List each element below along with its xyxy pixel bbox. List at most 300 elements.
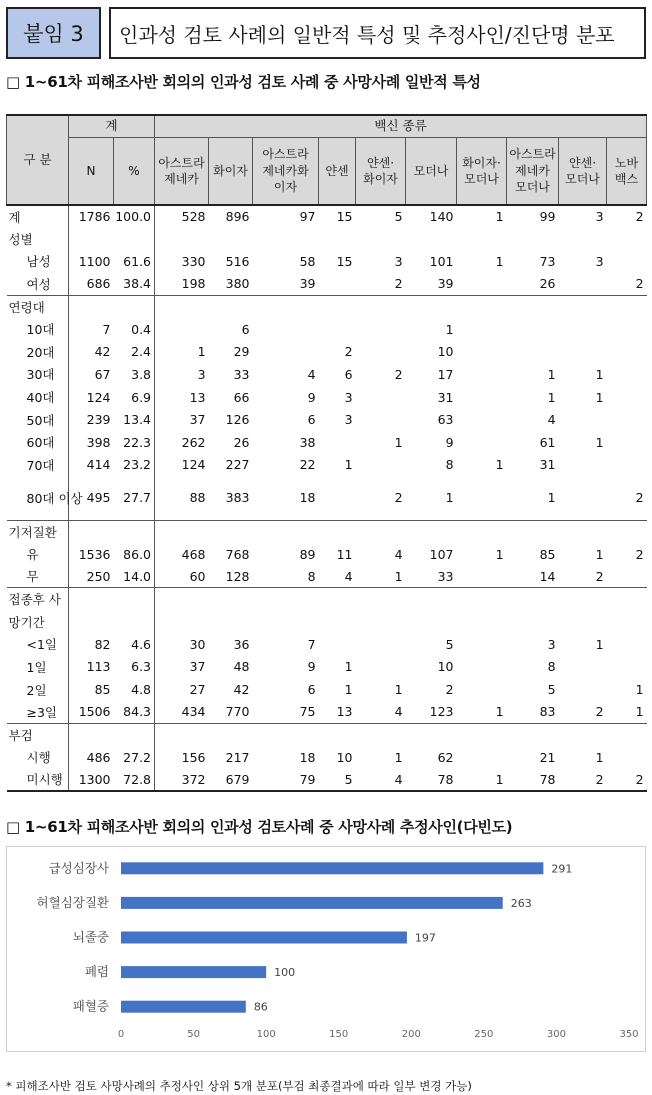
table-cell — [253, 588, 319, 611]
data-label: 100 — [274, 966, 296, 980]
table-cell — [69, 723, 114, 746]
x-tick-label: 0 — [117, 1029, 125, 1040]
table-cell — [319, 520, 356, 543]
table-cell — [457, 431, 507, 454]
table-cell: 2 — [635, 276, 644, 292]
table-cell: 107 — [429, 546, 454, 562]
table-cell: 82 — [94, 636, 111, 652]
table-cell: 6 — [307, 682, 316, 698]
row-label: 계 — [7, 205, 69, 228]
table-cell: 2 — [595, 568, 604, 584]
table-cell: 1 — [595, 434, 604, 450]
table-cell: 33 — [437, 568, 454, 584]
table-cell — [319, 588, 356, 611]
table-cell: 1506 — [78, 704, 111, 720]
subheader-cell: 아스트라 제네카 — [155, 137, 209, 205]
table-cell — [559, 341, 607, 364]
table-cell: 1 — [595, 366, 604, 382]
table-cell: 2 — [394, 366, 403, 382]
bar — [121, 966, 266, 978]
table-cell: 5 — [394, 209, 403, 225]
table-cell: 8 — [307, 568, 316, 584]
table-cell: 434 — [181, 704, 206, 720]
table-cell: 14 — [539, 568, 556, 584]
x-tick-label: 250 — [474, 1029, 494, 1040]
table-cell: 679 — [225, 771, 250, 787]
table-cell — [559, 408, 607, 431]
table-cell: 38.4 — [114, 273, 155, 296]
table-cell — [356, 295, 406, 318]
table-cell: 495 — [86, 490, 111, 506]
table-cell: 1 — [595, 749, 604, 765]
table-cell: 1 — [394, 568, 403, 584]
table-cell: 13.4 — [114, 408, 155, 431]
table-cell: 330 — [181, 253, 206, 269]
row-label: 시행 — [7, 746, 69, 769]
table-cell: 99 — [539, 209, 556, 225]
table-cell: 2 — [445, 682, 454, 698]
table-cell — [607, 454, 647, 477]
table-cell: 66 — [233, 389, 250, 405]
table-cell — [69, 588, 114, 611]
table-cell — [319, 723, 356, 746]
table-cell: 33 — [233, 366, 250, 382]
table-row — [7, 341, 647, 364]
row-label: 남성 — [7, 250, 69, 273]
table-cell: 1536 — [78, 546, 111, 562]
table-cell: 61 — [539, 434, 556, 450]
table-cell: 5 — [547, 682, 556, 698]
table-cell: 79 — [299, 771, 316, 787]
table-cell — [319, 611, 356, 634]
table-cell: 1 — [445, 490, 454, 506]
subheader-cell: 아스트라 제네카화 이자 — [253, 137, 319, 205]
table-cell — [607, 386, 647, 409]
table-cell: 5 — [344, 771, 353, 787]
table-cell — [607, 228, 647, 251]
row-label: 2일 — [7, 678, 69, 701]
table-cell — [559, 611, 607, 634]
table-cell: 128 — [225, 568, 250, 584]
table-cell — [356, 723, 406, 746]
row-label: 미시행 — [7, 769, 69, 792]
table-cell: 3 — [344, 412, 353, 428]
table-cell — [406, 723, 457, 746]
table-cell — [356, 611, 406, 634]
table-cell: 62 — [437, 749, 454, 765]
table-cell: 1 — [495, 253, 504, 269]
table-cell: 380 — [225, 276, 250, 292]
table-cell: 84.3 — [114, 701, 155, 724]
table-cell — [69, 520, 114, 543]
row-label: 20대 — [7, 341, 69, 364]
table-row — [7, 520, 647, 543]
table-cell: 2 — [635, 546, 644, 562]
subheader-cell: 노바 백스 — [607, 137, 647, 205]
table-cell: 38 — [299, 434, 316, 450]
table-cell: 1 — [445, 321, 454, 337]
table-cell: 6.9 — [114, 386, 155, 409]
row-label: <1일 — [7, 633, 69, 656]
subheader-cell: N — [69, 137, 114, 205]
table-cell: 101 — [429, 253, 454, 269]
table-cell: 10 — [336, 749, 353, 765]
table-cell: 42 — [233, 682, 250, 698]
table-cell — [406, 295, 457, 318]
table-cell: 1 — [344, 682, 353, 698]
x-tick-label: 200 — [401, 1029, 421, 1040]
table-cell — [457, 273, 507, 296]
table-cell: 61.6 — [114, 250, 155, 273]
table-cell — [209, 228, 253, 251]
category-label: 급성심장사 — [48, 860, 109, 876]
row-label: 10대 — [7, 318, 69, 341]
table-cell: 1 — [547, 490, 556, 506]
table-cell — [356, 341, 406, 364]
data-label: 291 — [551, 862, 573, 876]
table-cell — [559, 476, 607, 520]
table-row — [7, 476, 647, 520]
table-cell — [319, 228, 356, 251]
table-cell: 36 — [233, 636, 250, 652]
table-cell — [559, 228, 607, 251]
table-cell — [507, 520, 559, 543]
table-cell — [114, 611, 155, 634]
table-cell: 89 — [299, 546, 316, 562]
table-cell — [507, 588, 559, 611]
table-cell: 2 — [635, 771, 644, 787]
table-row — [7, 723, 647, 746]
table-cell: 768 — [225, 546, 250, 562]
table-cell: 123 — [429, 704, 454, 720]
table-row — [7, 701, 647, 724]
table-cell — [457, 656, 507, 679]
table-cell: 42 — [94, 344, 111, 360]
table-cell: 4 — [394, 704, 403, 720]
row-label: 성별 — [7, 228, 69, 251]
table-cell: 21 — [539, 749, 556, 765]
table-cell: 1 — [344, 457, 353, 473]
row-label: 50대 — [7, 408, 69, 431]
x-tick-label: 350 — [619, 1029, 639, 1040]
table-cell: 27.2 — [114, 746, 155, 769]
category-label: 뇌졸중 — [72, 929, 109, 945]
table-cell: 486 — [86, 749, 111, 765]
table-cell: 85 — [94, 682, 111, 698]
table-row — [7, 318, 647, 341]
table-cell: 60 — [189, 568, 206, 584]
table-cell: 4 — [394, 771, 403, 787]
table-cell: 7 — [102, 321, 111, 337]
table-cell — [457, 588, 507, 611]
table-cell: 23.2 — [114, 454, 155, 477]
table-cell: 2 — [635, 209, 644, 225]
characteristics-table — [6, 114, 647, 792]
table-cell — [209, 611, 253, 634]
table-cell — [559, 318, 607, 341]
table-cell — [155, 318, 209, 341]
table-cell: 37 — [189, 659, 206, 675]
row-label: 80대 이상 — [7, 476, 69, 520]
table-cell — [559, 723, 607, 746]
table-cell — [607, 520, 647, 543]
table-cell: 4 — [307, 366, 316, 382]
table-cell: 1 — [344, 659, 353, 675]
subheader-cell: % — [114, 137, 155, 205]
table-cell: 1 — [495, 704, 504, 720]
table-cell: 39 — [437, 276, 454, 292]
table-cell — [457, 476, 507, 520]
subheader-cell: 화이자· 모더나 — [457, 137, 507, 205]
table-cell: 4 — [344, 568, 353, 584]
table-cell — [607, 611, 647, 634]
table-cell: 27.7 — [114, 476, 155, 520]
table-cell — [209, 520, 253, 543]
table-cell: 4.6 — [114, 633, 155, 656]
table-cell — [155, 611, 209, 634]
row-label: 60대 — [7, 431, 69, 454]
subheader-cell: 얀센· 모더나 — [559, 137, 607, 205]
table-cell: 1 — [495, 457, 504, 473]
table-cell — [155, 228, 209, 251]
table-cell — [457, 565, 507, 588]
header-total: 계 — [69, 115, 155, 137]
table-cell — [114, 723, 155, 746]
table-cell — [559, 678, 607, 701]
table-cell: 31 — [539, 457, 556, 473]
table-cell — [507, 341, 559, 364]
table-cell — [457, 520, 507, 543]
table-cell: 86.0 — [114, 543, 155, 566]
table-cell: 7 — [307, 636, 316, 652]
table-cell — [356, 408, 406, 431]
bar — [121, 897, 503, 909]
table-cell: 8 — [445, 457, 454, 473]
table-cell — [356, 228, 406, 251]
table-cell: 1 — [635, 682, 644, 698]
table-cell — [319, 295, 356, 318]
table-cell — [356, 454, 406, 477]
table-cell: 8 — [547, 659, 556, 675]
table-cell: 3 — [197, 366, 206, 382]
table-cell: 2 — [344, 344, 353, 360]
table-cell: 78 — [437, 771, 454, 787]
row-label: 접종후 사 — [7, 588, 69, 611]
table-cell: 528 — [181, 209, 206, 225]
attachment-tag: 붙임 3 — [6, 7, 101, 59]
table-cell: 1300 — [78, 771, 111, 787]
table-cell — [559, 520, 607, 543]
table-cell — [155, 723, 209, 746]
table-cell — [253, 318, 319, 341]
bar — [121, 1001, 246, 1013]
table-cell: 1 — [595, 636, 604, 652]
table-cell: 39 — [299, 276, 316, 292]
table-cell: 30 — [189, 636, 206, 652]
table-cell: 6 — [307, 412, 316, 428]
row-label: 30대 — [7, 363, 69, 386]
table-cell: 3 — [595, 253, 604, 269]
table-cell — [356, 386, 406, 409]
table-cell — [607, 363, 647, 386]
table-row — [7, 431, 647, 454]
table-row — [7, 408, 647, 431]
table-cell: 124 — [181, 457, 206, 473]
table-cell — [114, 295, 155, 318]
table-cell: 1786 — [78, 209, 111, 225]
table-cell: 67 — [94, 366, 111, 382]
table-cell: 113 — [86, 659, 111, 675]
row-label: 유 — [7, 543, 69, 566]
data-label: 197 — [414, 931, 436, 945]
table-cell: 9 — [445, 434, 454, 450]
table-cell: 6.3 — [114, 656, 155, 679]
table-cell: 2 — [595, 771, 604, 787]
table-cell: 1 — [547, 366, 556, 382]
table-cell: 9 — [307, 659, 316, 675]
table-cell: 22 — [299, 457, 316, 473]
table-cell — [457, 723, 507, 746]
row-label: 40대 — [7, 386, 69, 409]
table-cell — [607, 565, 647, 588]
table-cell: 4 — [547, 412, 556, 428]
table-cell — [507, 723, 559, 746]
table-row — [7, 746, 647, 769]
table-cell — [507, 318, 559, 341]
category-label: 패혈증 — [72, 998, 109, 1014]
table-cell — [356, 318, 406, 341]
table-cell — [457, 228, 507, 251]
table-row — [7, 273, 647, 296]
table-cell: 4.8 — [114, 678, 155, 701]
table-cell — [356, 588, 406, 611]
table-cell — [607, 318, 647, 341]
table-cell — [253, 341, 319, 364]
table-cell — [69, 295, 114, 318]
table-row — [7, 769, 647, 792]
header-category: 구 분 — [7, 115, 69, 205]
table-cell — [457, 341, 507, 364]
table-cell: 29 — [233, 344, 250, 360]
row-label: ≥3일 — [7, 701, 69, 724]
table-cell — [607, 746, 647, 769]
table-cell: 3 — [595, 209, 604, 225]
table-cell — [319, 633, 356, 656]
table-row — [7, 633, 647, 656]
table-cell — [457, 678, 507, 701]
table-cell — [457, 611, 507, 634]
table-cell — [406, 611, 457, 634]
table-cell — [457, 408, 507, 431]
table-cell — [607, 431, 647, 454]
table-row — [7, 454, 647, 477]
table-cell — [607, 341, 647, 364]
table-cell: 1 — [595, 389, 604, 405]
table-cell: 26 — [233, 434, 250, 450]
table-cell: 1 — [394, 749, 403, 765]
section-title-causes: □ 1~61차 피해조사반 회의의 인과성 검토사례 중 사망사례 추정사인(다빈도) — [6, 818, 513, 836]
table-cell — [559, 454, 607, 477]
table-row — [7, 588, 647, 611]
table-cell: 15 — [336, 253, 353, 269]
table-cell: 770 — [225, 704, 250, 720]
table-cell: 1 — [394, 434, 403, 450]
table-cell: 14.0 — [114, 565, 155, 588]
table-cell — [607, 723, 647, 746]
table-row — [7, 386, 647, 409]
row-label: 1일 — [7, 656, 69, 679]
table-cell — [457, 295, 507, 318]
table-cell — [457, 633, 507, 656]
table-cell: 27 — [189, 682, 206, 698]
table-cell: 372 — [181, 771, 206, 787]
table-cell: 140 — [429, 209, 454, 225]
row-label: 여성 — [7, 273, 69, 296]
page-title: 인과성 검토 사례의 일반적 특성 및 추정사인/진단명 분포 — [109, 7, 646, 59]
table-cell — [209, 295, 253, 318]
table-cell: 6 — [241, 321, 250, 337]
table-cell: 262 — [181, 434, 206, 450]
table-cell: 97 — [299, 209, 316, 225]
row-label: 부검 — [7, 723, 69, 746]
table-cell: 1 — [635, 704, 644, 720]
table-cell: 9 — [307, 389, 316, 405]
table-cell: 15 — [336, 209, 353, 225]
table-cell: 0.4 — [114, 318, 155, 341]
table-cell: 73 — [539, 253, 556, 269]
table-cell: 896 — [225, 209, 250, 225]
table-row — [7, 205, 647, 228]
table-cell: 78 — [539, 771, 556, 787]
footnote: * 피해조사반 검토 사망사례의 추정사인 상위 5개 분포(부검 최종결과에 따라 일부 변경 가능) — [6, 1079, 472, 1093]
table-row — [7, 295, 647, 318]
table-cell — [319, 273, 356, 296]
table-cell — [406, 228, 457, 251]
table-cell — [319, 476, 356, 520]
table-cell: 48 — [233, 659, 250, 675]
subheader-cell: 아스트라 제네카 모더나 — [507, 137, 559, 205]
table-cell — [507, 295, 559, 318]
row-label: 망기간 — [7, 611, 69, 634]
table-cell: 1 — [495, 771, 504, 787]
table-cell: 126 — [225, 412, 250, 428]
row-label: 70대 — [7, 454, 69, 477]
bar — [121, 862, 543, 874]
table-cell — [253, 723, 319, 746]
table-cell — [253, 520, 319, 543]
table-cell: 398 — [86, 434, 111, 450]
table-cell — [253, 611, 319, 634]
table-cell — [559, 656, 607, 679]
page-header — [6, 7, 646, 59]
row-label: 연령대 — [7, 295, 69, 318]
table-cell: 72.8 — [114, 769, 155, 792]
table-cell — [253, 228, 319, 251]
subheader-cell: 화이자 — [209, 137, 253, 205]
table-cell: 3.8 — [114, 363, 155, 386]
table-cell: 37 — [189, 412, 206, 428]
table-cell — [559, 295, 607, 318]
x-tick-label: 300 — [546, 1029, 566, 1040]
table-cell — [319, 318, 356, 341]
table-cell — [209, 588, 253, 611]
table-cell: 3 — [547, 636, 556, 652]
table-cell: 100.0 — [114, 205, 155, 228]
table-cell — [507, 228, 559, 251]
table-cell: 4 — [394, 546, 403, 562]
table-cell: 1 — [495, 546, 504, 562]
table-cell: 2 — [394, 276, 403, 292]
